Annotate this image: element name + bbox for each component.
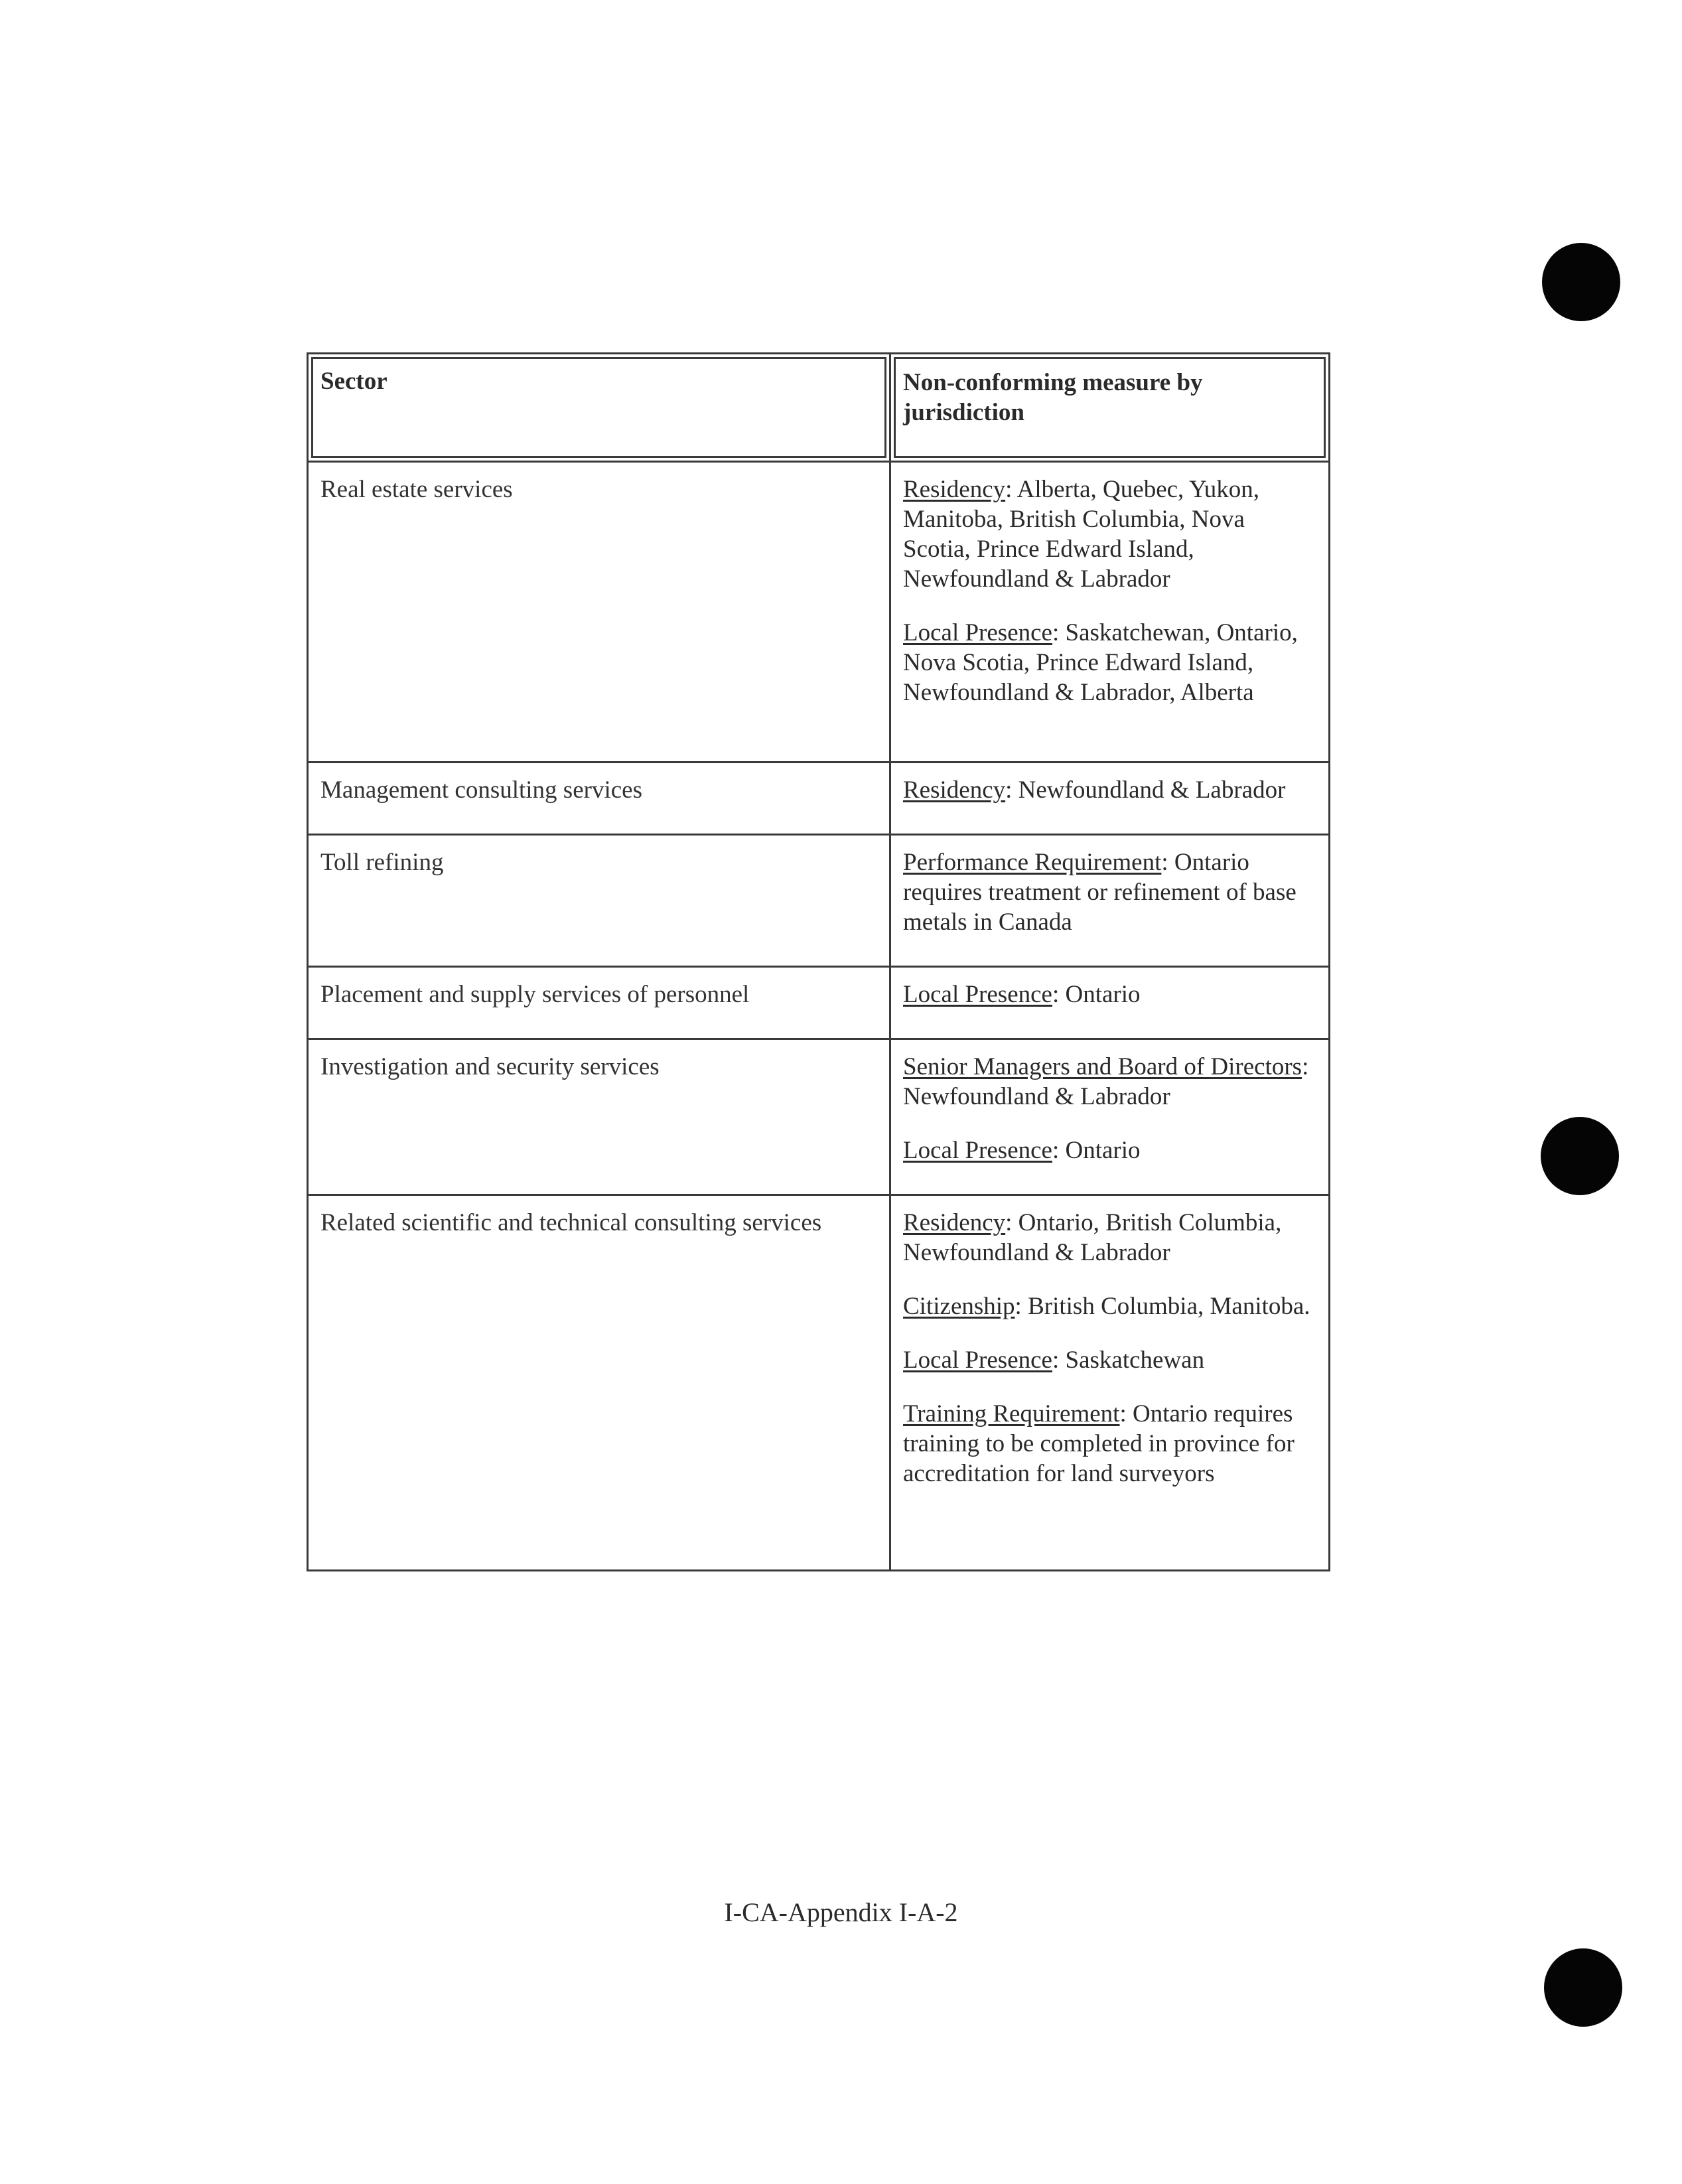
measure-cell	[890, 835, 1330, 967]
table-row	[308, 967, 1330, 1039]
measure-entry	[903, 1052, 1316, 1112]
measure-label: Residency	[903, 476, 1006, 503]
measure-entry	[903, 1345, 1316, 1375]
punch-hole-mark	[1541, 1117, 1619, 1195]
measure-text: : British Columbia, Manitoba.	[1015, 1293, 1310, 1320]
measure-label: Local Presence	[903, 619, 1052, 646]
measure-entry	[903, 775, 1316, 805]
measure-label: Senior Managers and Board of Directors	[903, 1053, 1302, 1080]
measure-entry	[903, 847, 1316, 937]
sector-cell: Real estate services	[308, 462, 890, 763]
table-row	[308, 763, 1330, 835]
measure-label: Local Presence	[903, 1137, 1052, 1164]
measure-entry	[903, 980, 1316, 1009]
table-row	[308, 462, 1330, 763]
measure-text: : Alberta, Quebec, Yukon, Manitoba, British Columbia, Nova Scotia, Prince Edward Island, Newfoundland & Labrador	[903, 476, 1260, 593]
measure-cell	[890, 462, 1330, 763]
measure-text: : Ontario requires training to be completed in province for accreditation for land surveyors	[903, 1400, 1295, 1487]
measure-label: Residency	[903, 1209, 1006, 1236]
sector-cell: Investigation and security services	[308, 1039, 890, 1195]
measure-cell	[890, 967, 1330, 1039]
measure-label: Residency	[903, 776, 1006, 804]
sector-cell: Related scientific and technical consulting services	[308, 1195, 890, 1571]
sector-cell: Toll refining	[308, 835, 890, 967]
measure-entry	[903, 618, 1316, 707]
measure-cell	[890, 1195, 1330, 1571]
non-conforming-measures-table	[307, 352, 1330, 1571]
table-row	[308, 835, 1330, 967]
measure-text: : Saskatchewan	[1052, 1347, 1205, 1374]
measure-text: : Ontario, British Columbia, Newfoundland & Labrador	[903, 1209, 1282, 1266]
punch-hole-mark	[1544, 1948, 1622, 2027]
sector-column-header: Sector	[308, 354, 890, 462]
measure-entry	[903, 474, 1316, 594]
sector-cell: Management consulting services	[308, 763, 890, 835]
table-row	[308, 1039, 1330, 1195]
sector-cell: Placement and supply services of personnel	[308, 967, 890, 1039]
measure-entry	[903, 1208, 1316, 1268]
measure-text: : Newfoundland & Labrador	[1005, 776, 1286, 804]
table-header-row	[308, 354, 1330, 462]
measure-label: Performance Requirement	[903, 849, 1162, 876]
measure-cell	[890, 763, 1330, 835]
page-footer-label: I-CA-Appendix I-A-2	[724, 1897, 958, 1927]
table-row	[308, 1195, 1330, 1571]
measure-label: Local Presence	[903, 1347, 1052, 1374]
measure-text: : Saskatchewan, Ontario, Nova Scotia, Prince Edward Island, Newfoundland & Labrador, Alberta	[903, 619, 1298, 706]
measure-label: Citizenship	[903, 1293, 1015, 1320]
measure-entry	[903, 1135, 1316, 1165]
measure-text: : Ontario requires treatment or refinement of base metals in Canada	[903, 849, 1297, 936]
measure-entry	[903, 1399, 1316, 1489]
measure-column-header: Non-conforming measure by jurisdiction	[890, 354, 1330, 462]
measure-label: Local Presence	[903, 981, 1052, 1008]
measure-text: : Ontario	[1052, 1137, 1141, 1164]
punch-hole-mark	[1542, 243, 1620, 321]
measure-text: : Ontario	[1052, 981, 1141, 1008]
measure-text: : Newfoundland & Labrador	[903, 1053, 1309, 1110]
measure-cell	[890, 1039, 1330, 1195]
measure-entry	[903, 1291, 1316, 1321]
measure-label: Training Requirement	[903, 1400, 1120, 1427]
